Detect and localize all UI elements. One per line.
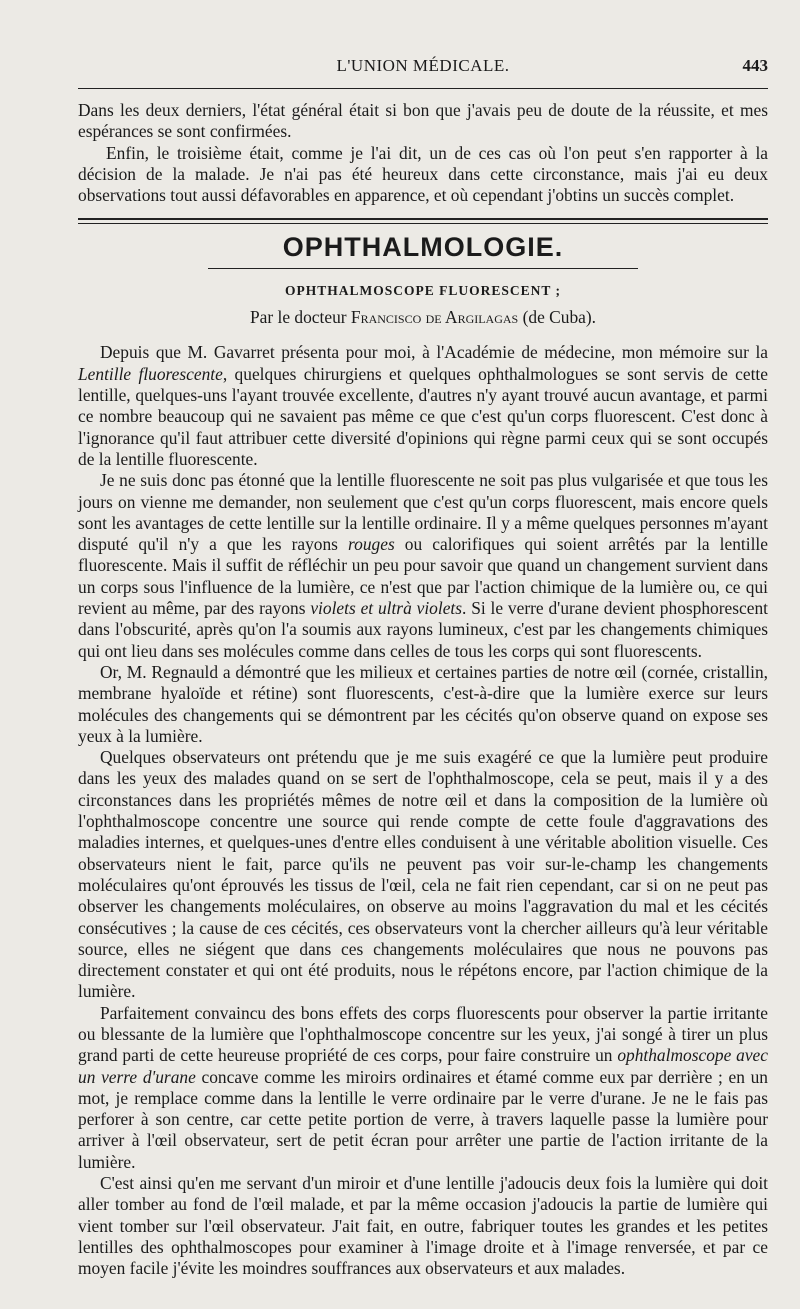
byline: [78, 307, 768, 328]
article-body: [78, 342, 768, 1279]
text-run: . Si le verre d'urane devient phosphorescent dans l'obscurité, après qu'on l'a soumis aux rayons lumineux, c'est par les changements chimiques qui ont lieu dans ses molécules comme dans celles de tous les corps qui sont fluorescents.: [78, 598, 768, 661]
text-run: Parfaitement convaincu des bons effets des corps fluorescents pour observer la partie irritante ou blessante de la lumière que l'ophthalmoscope concentre sur les yeux, j'ai songé à tirer un plus grand parti de cette heureuse propriété de ces corps, pour faire construire un: [78, 1002, 768, 1066]
page-header: [78, 56, 768, 86]
text-run: Je ne suis donc pas étonné que la lentille fluorescente ne soit pas plus vulgarisée et que tous les jours on vienne me demander, non seulement que c'est qu'un corps fluorescent, mais encore quels sont les avantages de cette lentille sur la lentille ordinaire. Il y a même quelques personnes m'ayant disputé qu'il n'y a que les rayons: [78, 470, 768, 555]
text-run: Depuis que M. Gavarret présenta pour moi, à l'Académie de médecine, mon mémoire sur la: [100, 342, 768, 363]
text-run: ou calorifiques qui soient arrêtés par la lentille fluorescente. Mais il suffit de réfléchir un peu pour savoir que quand un changement survient dans un corps sous l'influence de la lumière, ce n'est que par l'action chimique de la lumière ou, ce qui revient au même, par des rayons: [78, 534, 768, 619]
article-paragraph-4: Quelques observateurs ont prétendu que je me suis exagéré ce que la lumière peut produire dans les yeux des malades quand on se sert de l'ophthalmoscope, cela se peut, mais il y a des circonstances dans les propriétés mêmes de notre œil et dans la composition de la lumière où l'ophthalmoscope concentre une source qui rende compte de cette foule d'aggravations des maladies internes, et quelques-unes d'entre elles conduisent à une véritable abolition visuelle. Ces observateurs nient le fait, parce qu'ils ne peuvent pas voir sur-le-champ les changements moléculaires qu'ont éprouvés les tissus de l'œil, cela ne fait rien cependant, car si on ne peut pas observer les changements moléculaires, on observe au moins l'aggravation du mal et les cécités consécutives ; la cause de ces cécités, ces observateurs vont la chercher ailleurs qu'à leur véritable source, elles ne siégent que dans ces changements moléculaires que nous ne pouvons pas directement constater et qui ont été produits, nous le répétons encore, par l'action chimique de la lumière.: [78, 747, 768, 1002]
running-title: L'UNION MÉDICALE.: [336, 56, 510, 75]
page-number: 443: [742, 56, 768, 75]
author-name: Francisco de Argilagas: [350, 307, 519, 328]
text-run: concave comme les miroirs ordinaires et étamé comme eux par derrière ; en un mot, je remplace comme dans la lentille le verre ordinaire par le verre d'urane. Je ne le fais pas perforer à son centre, car cette petite portion de verre, à travers laquelle passe la lumière pour arriver à l'œil observateur, sert de petit écran pour arrêter une partie de l'action irritante de la lumière.: [78, 1066, 768, 1172]
article-paragraph-3: Or, M. Regnauld a démontré que les milieux et certaines parties de notre œil (cornée, cristallin, membrane hyaloïde et rétine) sont fluorescents, c'est-à-dire que la lumière exerce sur leurs molécules des changements qui se démontrent par les cécités qu'on observe quand on expose ses yeux à la lumière.: [78, 661, 768, 746]
italic-term: ophthalmoscope avec un verre d'urane: [78, 1045, 768, 1087]
text-run: , quelques chirurgiens et quelques ophthalmologues se sont servis de cette lentille, quelques-uns l'ayant trouvée excellente, d'autres n'y ayant trouvé aucun avantage, et parmi ce nombre beaucoup qui ne savaient pas même ce que c'est qu'un corps fluorescent. C'est donc à l'ignorance qu'il faut attribuer cette diversité d'opinions qui règne parmi ceux qui se sont occupés de la lentille fluorescente.: [78, 363, 768, 469]
section-divider: [78, 218, 768, 224]
article-paragraph-5: [78, 1003, 768, 1173]
page-body: [78, 100, 768, 1280]
article-paragraph-6: C'est ainsi qu'en me servant d'un miroir et d'une lentille j'adoucis deux fois la lumière qui doit aller tomber au fond de l'œil malade, et par la même occasion j'adoucis la partie de lumière qui vient tomber sur l'œil observateur. J'ait fait, en outre, fabriquer toutes les grandes et les petites lentilles des ophthalmoscopes pour examiner à l'image droite et à l'image renversée, et par ce moyen facile j'évite les moindres souffrances aux observateurs et aux malades.: [78, 1173, 768, 1279]
italic-term: Lentille fluorescente: [78, 363, 223, 384]
intro-paragraph-1: Dans les deux derniers, l'état général était si bon que j'avais peu de doute de la réussite, et mes espérances se sont confirmées.: [78, 100, 768, 142]
article-paragraph-2: [78, 470, 768, 662]
italic-term: violets et ultrà violets: [310, 598, 463, 619]
article-paragraph-1: [78, 342, 768, 470]
header-rule: [78, 88, 768, 89]
article-title: OPHTHALMOSCOPE FLUORESCENT ;: [284, 283, 562, 299]
italic-term: rouges: [348, 534, 395, 555]
byline-prefix: Par le docteur: [249, 307, 347, 328]
section-title-rule: [208, 268, 638, 269]
section-title: OPHTHALMOLOGIE.: [282, 232, 564, 263]
intro-paragraph-2: Enfin, le troisième était, comme je l'ai dit, un de ces cas où l'on peut s'en rapporter à la décision de la malade. Je n'ai pas été heureux dans cette circonstance, mais j'ai eu deux observations tout aussi défavorables en apparence, et où cependant j'obtins un succès complet.: [78, 142, 768, 206]
byline-suffix: (de Cuba).: [522, 307, 596, 328]
